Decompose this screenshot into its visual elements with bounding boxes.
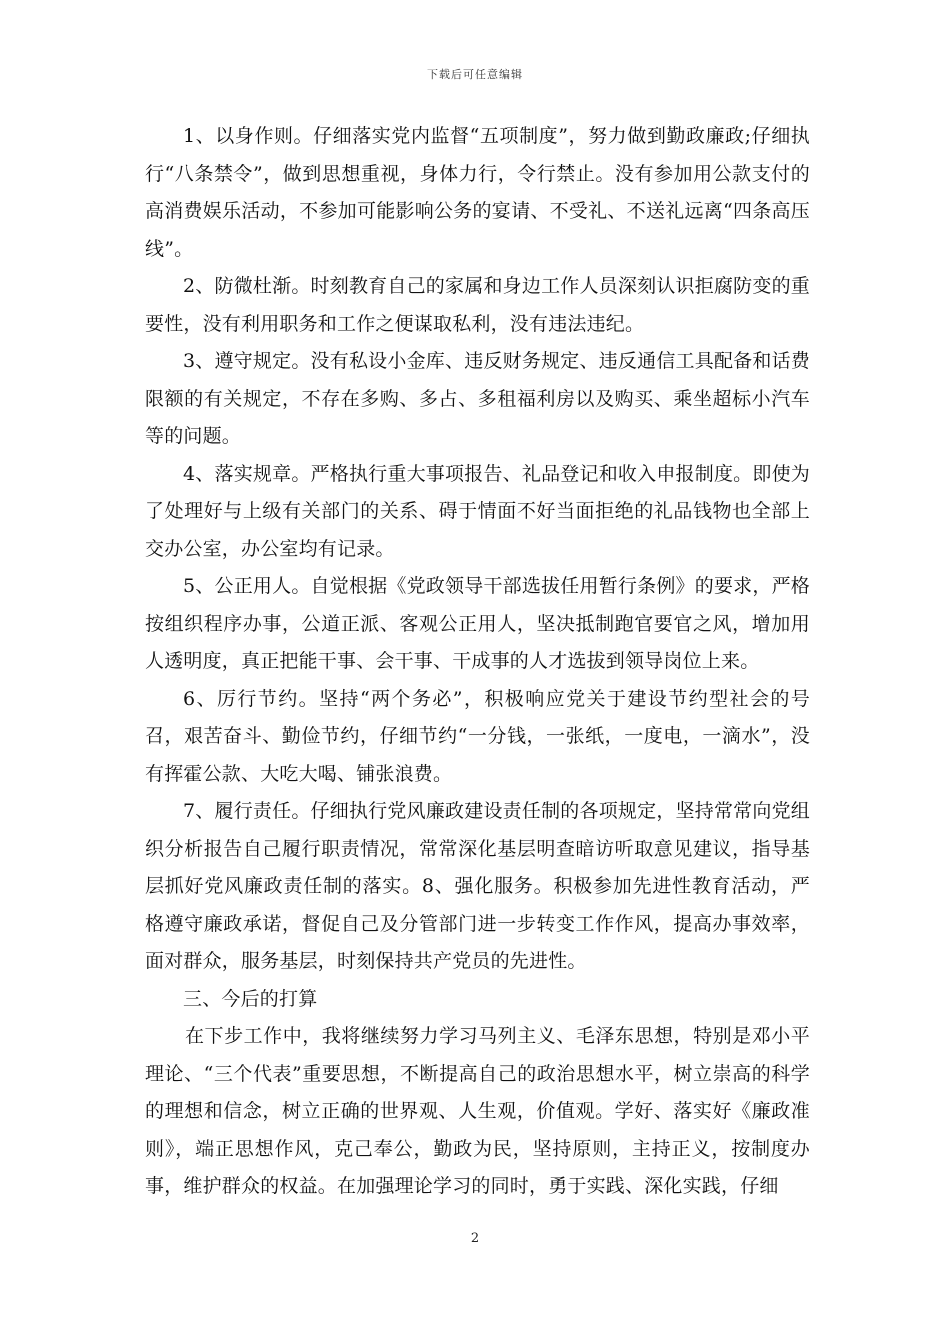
paragraph-5: 5、公正用人。自觉根据《党政领导干部选拔任用暂行条例》的要求，严格按组织程序办事，公道正派、客观公正用人，坚决抵制跑官要官之风，增加用人透明度，真正把能干事、会干事、干成事的人才选拔到领导岗位上来。 (145, 575, 810, 672)
document-body (145, 118, 810, 1206)
paragraph-2: 2、防微杜渐。时刻教育自己的家属和身边工作人员深刻认识拒腐防变的重要性，没有利用职务和工作之便谋取私利，没有违法违纪。 (145, 275, 810, 335)
paragraph-6: 6、厉行节约。坚持“两个务必”，积极响应党关于建设节约型社会的号召，艰苦奋斗、勤俭节约，仔细节约“一分钱，一张纸，一度电，一滴水”，没有挥霍公款、大吃大喝、铺张浪费。 (145, 687, 810, 785)
paragraph-7: 7、履行责任。仔细执行党风廉政建设责任制的各项规定，坚持常常向党组织分析报告自己履行职责情况，常常深化基层明查暗访听取意见建议，指导基层抓好党风廉政责任制的落实。8、强化服务。积极参加先进性教育活动，严格遵守廉政承诺，督促自己及分管部门进一步转变工作作风，提高办事效率，面对群众，服务基层，时刻保持共产党员的先进性。 (145, 800, 810, 972)
paragraph-1: 1、以身作则。仔细落实党内监督“五项制度”，努力做到勤政廉政;仔细执行“八条禁令”，做到思想重视，身体力行，令行禁止。没有参加用公款支付的高消费娱乐活动，不参加可能影响公务的宴请、不受礼、不送礼远离“四条高压线”。 (145, 125, 810, 260)
paragraph-plans: 在下步工作中，我将继续努力学习马列主义、毛泽东思想，特别是邓小平理论、“三个代表”重要思想，不断提高自己的政治思想水平，树立崇高的科学的理想和信念，树立正确的世界观、人生观，价值观。学好、落实好《廉政准则》，端正思想作风，克己奉公，勤政为民，坚持原则，主持正义，按制度办事，维护群众的权益。在加强理论学习的同时，勇于实践、深化实践，仔细 (145, 1025, 810, 1197)
page-header: 下载后可任意编辑 (427, 68, 523, 81)
section-heading: 三、今后的打算 (183, 987, 318, 1010)
paragraph-4: 4、落实规章。严格执行重大事项报告、礼品登记和收入申报制度。即使为了处理好与上级有关部门的关系、碍于情面不好当面拒绝的礼品钱物也全部上交办公室，办公室均有记录。 (145, 462, 810, 560)
page-number: 2 (470, 1231, 480, 1246)
paragraph-3: 3、遵守规定。没有私设小金库、违反财务规定、违反通信工具配备和话费限额的有关规定，不存在多购、多占、多租福利房以及购买、乘坐超标小汽车等的问题。 (145, 350, 810, 447)
